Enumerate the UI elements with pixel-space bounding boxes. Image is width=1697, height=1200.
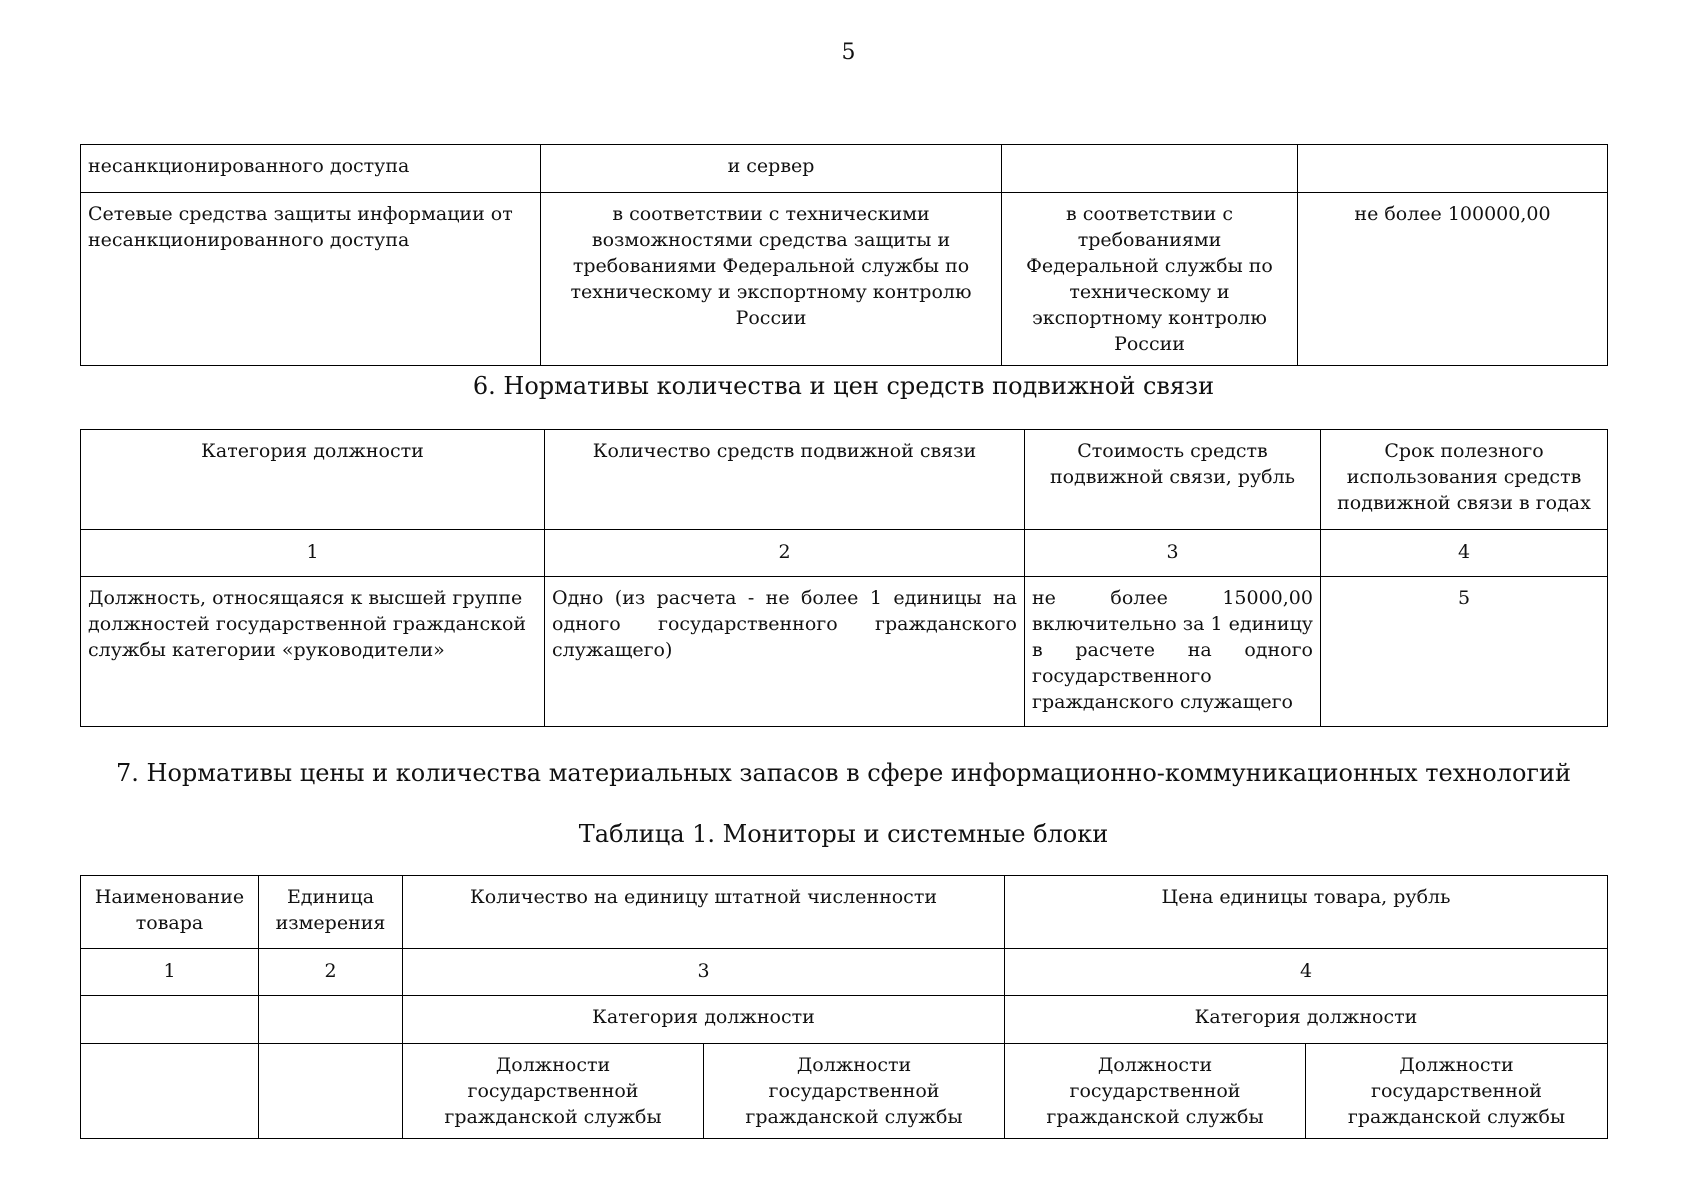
column-header: Срок полезного использования средств подвижной связи в годах [1321,430,1608,530]
page-number: 5 [841,40,856,65]
table-cell [81,1044,259,1139]
table-cell [1002,145,1298,193]
category-label: Категория должности [1005,996,1608,1044]
column-number-row [81,530,1608,577]
column-header: Категория должности [81,430,545,530]
table-cell: и сервер [541,145,1002,193]
table-cell: в соответствии с техническими возможностями средства защиты и требованиями Федеральной службы по техническому и экспортному контролю России [541,193,1002,366]
column-number: 1 [81,949,259,996]
category-row [81,996,1608,1044]
column-number: 4 [1321,530,1608,577]
table-cell: в соответствии с требованиями Федеральной службы по техническому и экспортному контролю России [1002,193,1298,366]
column-header: Стоимость средств подвижной связи, рубль [1025,430,1321,530]
table-cell: Сетевые средства защиты информации от несанкционированного доступа [81,193,541,366]
subcategory-label: Должности государственной гражданской службы [704,1044,1005,1139]
column-number: 2 [545,530,1025,577]
column-number: 2 [259,949,403,996]
section-6-title: 6. Нормативы количества и цен средств подвижной связи [472,372,1215,400]
column-number: 3 [1025,530,1321,577]
subcategory-label: Должности государственной гражданской службы [403,1044,704,1139]
column-number: 3 [403,949,1005,996]
table-cell: не более 100000,00 [1298,193,1608,366]
table-1-title: Таблица 1. Мониторы и системные блоки [578,820,1109,848]
table-cell [1298,145,1608,193]
category-label: Категория должности [403,996,1005,1044]
column-header: Количество на единицу штатной численности [403,876,1005,949]
column-number: 4 [1005,949,1608,996]
table-header-row [81,430,1608,530]
subcategory-label: Должности государственной гражданской службы [1005,1044,1306,1139]
table-row [81,145,1608,193]
monitors-table [80,875,1608,1139]
table-cell [81,996,259,1044]
continued-table [80,144,1608,366]
table-cell: 5 [1321,577,1608,727]
table-cell [259,996,403,1044]
column-number: 1 [81,530,545,577]
table-cell: не более 15000,00 включительно за 1 единицу в расчете на одного государственного гражданского служащего [1025,577,1321,727]
mobile-communications-table [80,429,1608,727]
column-number-row [81,949,1608,996]
table-cell: несанкционированного доступа [81,145,541,193]
table-row [81,193,1608,366]
subcategory-row [81,1044,1608,1139]
column-header: Единица измерения [259,876,403,949]
section-7-title: 7. Нормативы цены и количества материальных запасов в сфере информационно-коммуникационных технологий [116,759,1571,787]
table-row [81,577,1608,727]
column-header: Наименование товара [81,876,259,949]
column-header: Цена единицы товара, рубль [1005,876,1608,949]
table-header-row [81,876,1608,949]
table-cell: Должность, относящаяся к высшей группе должностей государственной гражданской службы категории «руководители» [81,577,545,727]
column-header: Количество средств подвижной связи [545,430,1025,530]
table-cell: Одно (из расчета - не более 1 единицы на одного государственного гражданского служащего) [545,577,1025,727]
subcategory-label: Должности государственной гражданской службы [1306,1044,1608,1139]
table-cell [259,1044,403,1139]
